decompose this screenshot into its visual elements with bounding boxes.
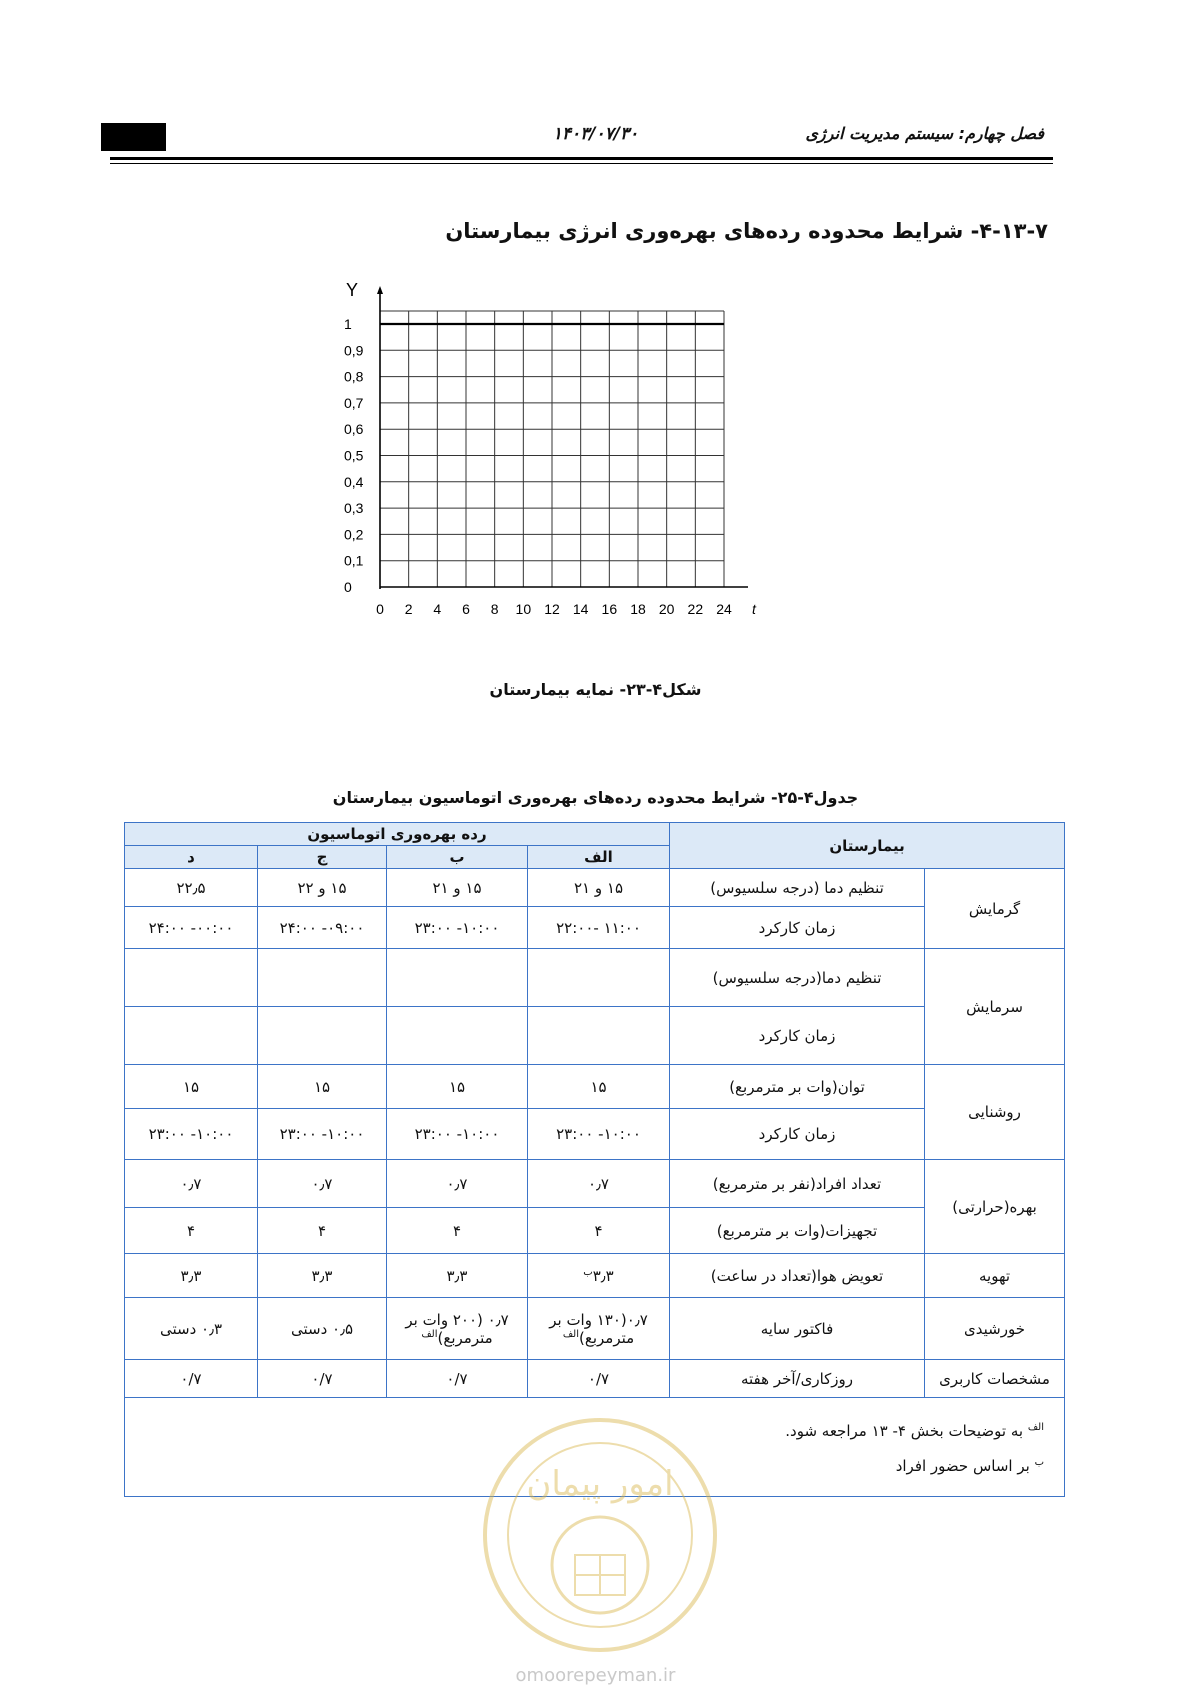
table-row [125,1360,1065,1398]
y-tick-label: 0,8 [344,368,364,385]
header-rule-thin [110,163,1053,164]
table-row [125,1109,1065,1160]
class-header-be: ب [387,846,528,869]
header-date: ۱۴۰۳/۰۷/۳۰ [552,124,639,144]
value-text: ۱۰:۰۰- ۲۳:۰۰ [414,918,500,937]
table-row [125,869,1065,907]
value-cell [258,1007,387,1065]
y-tick-label: 1 [344,316,352,332]
row-category: روشنایی [925,1065,1065,1160]
value-text: ۱۵ و ۲۱ [432,878,482,897]
row-category: سرمایش [925,949,1065,1065]
row-category: خورشیدی [925,1298,1065,1360]
value-text: ۱۰:۰۰- ۲۳:۰۰ [556,1125,641,1143]
table-row [125,1254,1065,1298]
x-tick-label: 0 [376,601,384,617]
value-text: ۱۵ و ۲۱ [573,878,624,897]
y-tick-label: 0,7 [344,394,364,411]
row-parameter: تعداد افراد(نفر بر مترمربع) [670,1160,925,1208]
value-cell [258,949,387,1007]
table-row [125,949,1065,1007]
row-category: تهویه [925,1254,1065,1298]
section-title: ۴-۱۳-۷- شرایط محدوده رده‌های بهره‌وری انرژی بیمارستان [445,219,1048,243]
value-text: ۰٫۵ دستی [290,1319,354,1338]
value-cell [528,1160,670,1208]
group-header: رده بهره‌وری اتوماسیون [125,823,670,846]
value-cell [258,1360,387,1398]
value-cell [528,1007,670,1065]
hospital-profile-chart [330,272,790,652]
value-text: ۴ [186,1221,196,1240]
watermark-url: omoorepeyman.ir [515,1665,676,1686]
y-axis-arrow [377,286,383,294]
value-cell [125,1360,258,1398]
value-cell [528,907,670,949]
value-text: ۴ [317,1221,327,1240]
value-cell [125,1208,258,1254]
row-parameter: فاکتور سایه [670,1298,925,1360]
y-axis-label: Y [346,280,359,300]
x-tick-label: 10 [515,601,532,617]
value-cell [528,1065,670,1109]
value-cell [258,1160,387,1208]
value-text: ۱۵ [590,1077,607,1096]
value-text: ۰٫۳ دستی [159,1319,223,1338]
y-tick-label: 0,5 [344,447,364,464]
x-tick-label: 20 [658,601,675,617]
value-cell [258,1065,387,1109]
value-cell [528,869,670,907]
table-row [125,1065,1065,1109]
value-cell [125,869,258,907]
row-parameter: زمان کارکرد [670,1109,925,1160]
footnote-text: به توضیحات بخش ۴- ۱۳ مراجعه شود. [785,1422,1024,1440]
value-cell [258,1298,387,1360]
value-cell [387,1208,528,1254]
table-caption: جدول۴-۲۵- شرایط محدوده رده‌های بهره‌وری اتوماسیون بیمارستان [332,788,859,807]
watermark-brand: امور پیمان [526,1464,674,1504]
row-parameter: تعویض هوا(تعداد در ساعت) [670,1254,925,1298]
value-cell [258,1109,387,1160]
value-text: ۰/۷ [446,1369,468,1388]
value-cell [528,949,670,1007]
x-tick-label: 4 [433,601,442,617]
footnote-mark: الف [1027,1422,1045,1433]
row-parameter: تنظیم دما (درجه سلسیوس) [670,869,925,907]
x-tick-label: 14 [572,601,589,617]
value-text: ۱۰:۰۰- ۲۳:۰۰ [279,1125,365,1143]
watermark-seal [480,1415,720,1655]
table-row [125,1298,1065,1360]
value-text: ۱۵ [182,1077,200,1096]
value-cell [258,869,387,907]
value-cell [125,1254,258,1298]
value-cell [387,1007,528,1065]
value-cell [125,1007,258,1065]
row-parameter: توان(وات بر مترمربع) [670,1065,925,1109]
value-text: ۱۵ [448,1077,466,1096]
value-text: ۳٫۳ [446,1266,468,1285]
table-row [125,1007,1065,1065]
value-text: ۰/۷ [311,1369,333,1388]
table-row [125,1208,1065,1254]
automation-class-table [124,822,1065,1497]
y-tick-label: 0,6 [344,421,364,438]
row-category: گرمایش [925,869,1065,949]
value-text: ۴ [452,1221,462,1240]
y-tick-label: 0 [344,579,352,595]
x-tick-label: 16 [601,601,618,617]
hospital-header: بیمارستان [670,823,1065,869]
row-parameter: تنظیم دما(درجه سلسیوس) [670,949,925,1007]
footnote-text: بر اساس حضور افراد [895,1457,1030,1475]
header-chapter-title: فصل چهارم: سیستم مدیریت انرژی [805,124,1044,143]
value-cell [528,1360,670,1398]
value-cell [387,949,528,1007]
value-cell [387,1254,528,1298]
value-text: ۱۰:۰۰- ۲۳:۰۰ [414,1125,500,1143]
x-tick-label: 6 [462,601,470,617]
value-cell [125,1109,258,1160]
footnote-mark: الف [562,1328,579,1340]
value-text: ۲۲٫۵ [176,878,206,897]
x-tick-label: 8 [490,601,499,617]
value-text: ۰٫۷ [180,1174,202,1193]
value-text: ۰/۷ [587,1369,610,1388]
value-cell [125,1160,258,1208]
value-text: ۱۱:۰۰ -۲۲:۰۰ [556,918,641,937]
value-text: ۳٫۳ [592,1266,614,1285]
value-text: ۱۵ [313,1077,331,1096]
value-cell [258,1208,387,1254]
value-cell [125,949,258,1007]
value-text: ۳٫۳ [180,1266,202,1285]
value-cell [387,1065,528,1109]
value-text: ۰۰:۰۰- ۲۴:۰۰ [148,918,234,937]
value-cell [387,1109,528,1160]
table-header-row [125,823,1065,846]
footnote-mark: الف [421,1328,438,1340]
footnote-mark: ب [583,1266,593,1278]
header-rule-thick [110,157,1053,160]
value-text: ۴ [594,1221,603,1240]
value-cell [258,907,387,949]
footnote-mark: ب [1034,1457,1045,1468]
value-cell [528,1298,670,1360]
value-cell [125,907,258,949]
value-cell [125,1298,258,1360]
figure-caption: شکل۴-۲۳- نمایه بیمارستان [489,680,702,699]
row-parameter: زمان کارکرد [670,907,925,949]
value-cell [387,1360,528,1398]
value-text: ۳٫۳ [311,1266,333,1285]
x-tick-label: 22 [687,601,704,617]
x-tick-label: 12 [544,601,560,617]
class-header-dal: د [125,846,258,869]
class-header-alef: الف [528,846,670,869]
y-tick-label: 0,3 [344,500,364,517]
value-cell [258,1254,387,1298]
y-tick-label: 0,4 [344,473,364,490]
y-tick-label: 0,9 [344,342,364,359]
value-text: ۰٫۷ [311,1174,333,1193]
row-parameter: زمان کارکرد [670,1007,925,1065]
class-header-jim: ج [258,846,387,869]
x-axis-label: t [752,601,756,617]
x-tick-label: 24 [716,601,732,617]
row-parameter: روزکاری/آخر هفته [670,1360,925,1398]
value-text: ۱۵ و ۲۲ [297,878,347,897]
y-tick-label: 0,2 [344,526,364,543]
table-row [125,1160,1065,1208]
value-cell [528,1109,670,1160]
value-text: ۰٫۷ [588,1174,609,1193]
value-text: ۰/۷ [180,1369,202,1388]
row-category: مشخصات کاربری [925,1360,1065,1398]
value-cell [528,1254,670,1298]
value-cell [528,1208,670,1254]
value-cell [387,869,528,907]
value-text: ۰٫۷ (۲۰۰ وات بر مترمربع) [405,1310,509,1347]
value-text: ۰٫۷ [446,1174,468,1193]
value-text: ۰٫۷(۱۳۰ وات بر مترمربع) [549,1310,648,1347]
y-tick-label: 0,1 [344,552,364,569]
value-cell [125,1065,258,1109]
value-cell [387,1298,528,1360]
value-text: ۰۹:۰۰- ۲۴:۰۰ [279,918,365,937]
value-cell [387,907,528,949]
table-row [125,907,1065,949]
row-category: بهره(حرارتی) [925,1160,1065,1254]
row-parameter: تجهیزات(وات بر مترمربع) [670,1208,925,1254]
value-text: ۱۰:۰۰- ۲۳:۰۰ [148,1125,234,1143]
x-tick-label: 2 [404,601,413,617]
x-tick-label: 18 [630,601,646,617]
value-cell [387,1160,528,1208]
